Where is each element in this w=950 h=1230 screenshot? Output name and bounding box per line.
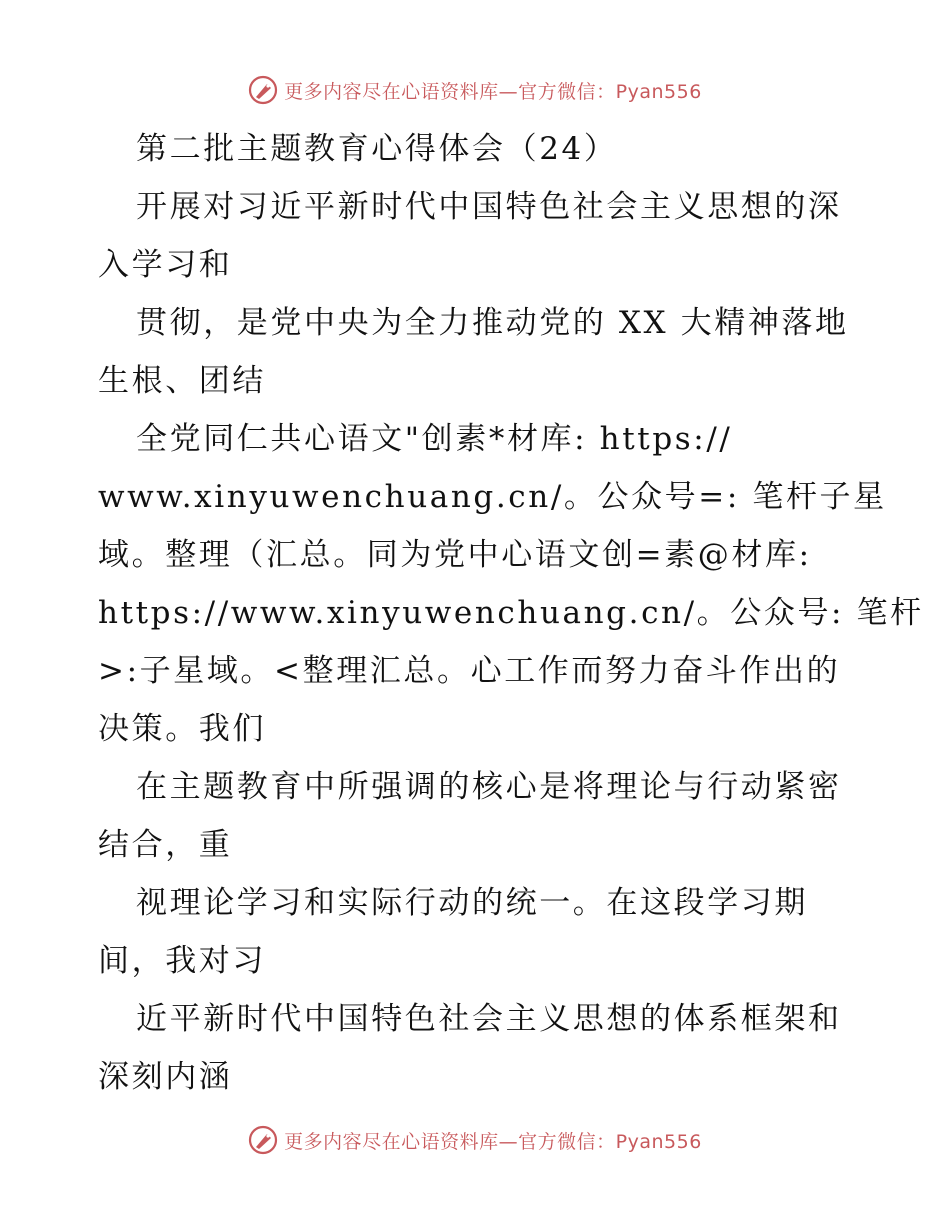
document-line: 深刻内涵 — [98, 1059, 233, 1095]
document-line: 域。整理（汇总。同为党中心语文创=素@材库: — [98, 537, 812, 573]
document-line: 开展对习近平新时代中国特色社会主义思想的深 — [136, 189, 842, 225]
document-line: 在主题教育中所强调的核心是将理论与行动紧密 — [136, 769, 842, 805]
document-line: 生根、团结 — [98, 363, 266, 399]
document-line: 结合，重 — [98, 827, 233, 863]
pen-nib-logo-icon — [248, 1125, 278, 1155]
pen-nib-logo-icon — [248, 75, 278, 105]
document-line: www.xinyuwenchuang.cn/。公众号=: 笔杆子星 — [98, 479, 887, 515]
document-line: 决策。我们 — [98, 711, 266, 747]
document-body — [98, 120, 924, 1106]
footer-watermark-banner — [0, 1120, 950, 1160]
document-line: 入学习和 — [98, 247, 233, 283]
header-watermark-banner — [0, 70, 950, 110]
document-line: 全党同仁共心语文"创素*材库: https:// — [136, 421, 733, 457]
document-line: 第二批主题教育心得体会（24） — [136, 131, 618, 167]
document-line: 贯彻，是党中央为全力推动党的 XX 大精神落地 — [136, 305, 849, 341]
header-watermark-text: 更多内容尽在心语资料库—官方微信：Pyan556 — [284, 80, 702, 103]
document-line: 近平新时代中国特色社会主义思想的体系框架和 — [136, 1001, 842, 1037]
document-line: >:子星域。<整理汇总。心工作而努力奋斗作出的 — [98, 653, 841, 689]
document-line: 间，我对习 — [98, 943, 266, 979]
document-line: 视理论学习和实际行动的统一。在这段学习期 — [136, 885, 808, 921]
footer-watermark-text: 更多内容尽在心语资料库—官方微信：Pyan556 — [284, 1130, 702, 1153]
document-line: https://www.xinyuwenchuang.cn/。公众号: 笔杆 — [98, 595, 924, 631]
